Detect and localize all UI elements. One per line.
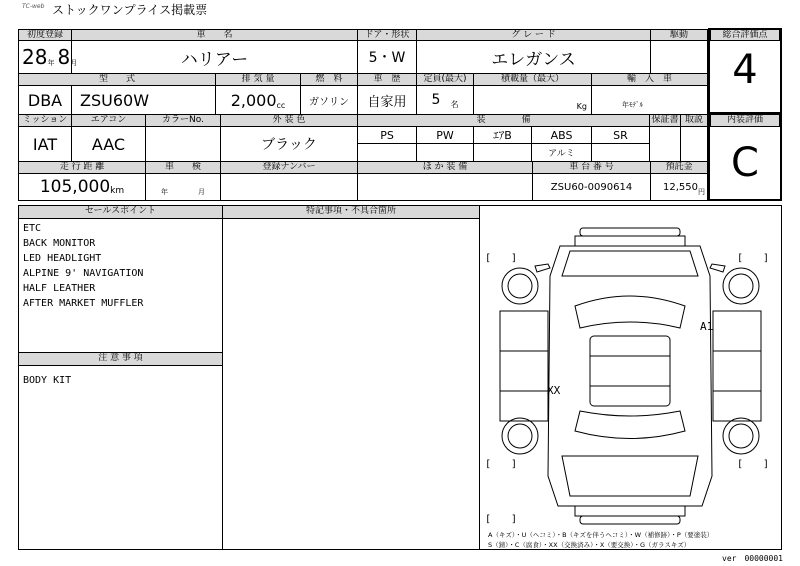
bracket-rear-left: [ ] xyxy=(485,459,518,470)
import-note: 年ﾓﾃﾞﾙ xyxy=(622,101,643,109)
label-model: 型 式 xyxy=(18,73,216,86)
displacement-number: 2,000 xyxy=(230,90,277,110)
label-remarks: 特記事項・不具合箇所 xyxy=(222,205,480,219)
list-item: ALPINE 9' NAVIGATION xyxy=(23,268,144,279)
capacity-value xyxy=(416,85,474,115)
label-deposit: 預託金 xyxy=(650,161,708,174)
mission-value: IAT xyxy=(18,126,72,162)
label-door-shape: ドア・形状 xyxy=(357,29,417,41)
aircon-value: AAC xyxy=(71,126,146,162)
mileage-value xyxy=(18,173,146,201)
first-reg-value xyxy=(18,40,78,74)
equip-airbag: ｴｱB xyxy=(473,126,532,144)
diagram-legend-line-2: S（錆）・C（腐食）・XX（交換済み）・X（要交換）・G（ガラスキズ） xyxy=(488,541,691,549)
import-value xyxy=(591,85,708,115)
label-sales-points: セールスポイント xyxy=(18,205,223,219)
label-overall-score: 総合評価点 xyxy=(710,29,780,41)
deposit-unit: 円 xyxy=(698,188,705,196)
equip-empty-1 xyxy=(357,143,417,162)
damage-mark-a1: A1 xyxy=(700,320,714,333)
fuel-value: ガソリン xyxy=(300,85,358,115)
label-equipment: 装 備 xyxy=(357,114,650,127)
label-mileage: 走 行 距 離 xyxy=(18,161,146,174)
equip-empty-2 xyxy=(416,143,474,162)
equip-empty-5 xyxy=(591,143,650,162)
label-import: 輸 入 車 xyxy=(591,73,708,86)
exterior-color-value: ブラック xyxy=(220,126,358,162)
version-label: ver 00000001 xyxy=(722,554,783,563)
list-item: AFTER MARKET MUFFLER xyxy=(23,298,144,309)
capacity-number: 5 xyxy=(431,92,441,108)
bracket-bottom: [ ] xyxy=(485,514,518,525)
label-displacement: 排 気 量 xyxy=(215,73,301,86)
remarks-panel xyxy=(222,205,480,550)
label-history: 車 歴 xyxy=(357,73,417,86)
logo: TC-web xyxy=(22,3,45,10)
inspection-year: 年 xyxy=(161,188,168,196)
label-car-name: 車 名 xyxy=(71,29,358,41)
list-item: BACK MONITOR xyxy=(23,238,96,249)
first-reg-year: 28 xyxy=(22,45,48,69)
label-mission: ミッション xyxy=(18,114,72,127)
list-item: HALF LEATHER xyxy=(23,283,96,294)
door-shape-value: 5・W xyxy=(357,40,417,74)
drive-value xyxy=(650,40,708,74)
label-interior-score: 内装評価 xyxy=(710,114,780,127)
first-reg-month-unit: 月 xyxy=(70,59,78,67)
bracket-front-right: [ ] xyxy=(737,253,770,264)
deposit-number: 12,550 xyxy=(663,181,698,193)
color-no-value xyxy=(145,126,221,162)
equip-empty-3 xyxy=(473,143,532,162)
model-prefix-value: DBA xyxy=(18,85,72,115)
capacity-unit: 名 xyxy=(450,100,459,109)
equip-abs: ABS xyxy=(531,126,592,144)
model-value: ZSU60W xyxy=(71,85,216,115)
damage-mark-xx: XX xyxy=(547,384,561,397)
inspection-month: 月 xyxy=(198,188,205,196)
inspection-value xyxy=(145,173,221,201)
car-name-value: ハリアー xyxy=(71,40,358,74)
label-manual: 取説 xyxy=(680,114,708,127)
list-item: LED HEADLIGHT xyxy=(23,253,102,264)
mileage-unit: km xyxy=(110,186,125,196)
label-grade: グ レ ー ド xyxy=(416,29,651,41)
list-item: BODY KIT xyxy=(23,375,72,386)
label-aircon: エアコン xyxy=(71,114,146,127)
label-notes: 注 意 事 項 xyxy=(18,352,223,366)
label-chassis-no: 車 台 番 号 xyxy=(532,161,651,174)
equip-sr: SR xyxy=(591,126,650,144)
list-item: ETC xyxy=(23,223,42,234)
label-first-reg: 初度登録 xyxy=(18,29,72,41)
warranty-value xyxy=(649,126,681,162)
label-warranty: 保証書 xyxy=(649,114,681,127)
history-value: 自家用 xyxy=(357,85,417,115)
first-reg-year-unit: 年 xyxy=(47,59,55,67)
deposit-value xyxy=(650,173,708,201)
label-capacity: 定員(最大) xyxy=(416,73,474,86)
page-title: ストックワンプライス掲載票 xyxy=(52,3,208,17)
reg-number-value xyxy=(220,173,358,201)
car-diagram xyxy=(480,206,781,549)
label-exterior-color: 外 装 色 xyxy=(220,114,358,127)
load-value xyxy=(473,85,592,115)
interior-score-value: C xyxy=(731,140,759,186)
equip-ps: PS xyxy=(357,126,417,144)
overall-score-value: 4 xyxy=(732,47,758,93)
label-load: 積載量（最大） xyxy=(473,73,592,86)
label-inspection: 車 検 xyxy=(145,161,221,174)
other-equipment-value xyxy=(357,173,533,201)
equip-pw: PW xyxy=(416,126,474,144)
label-color-no: カラーNo. xyxy=(145,114,221,127)
chassis-no-value: ZSU60-0090614 xyxy=(532,173,651,201)
bracket-front-left: [ ] xyxy=(485,253,518,264)
mileage-number: 105,000 xyxy=(39,177,111,197)
displacement-value xyxy=(215,85,301,115)
diagram-legend-line-1: A（キズ）・U（ヘコミ）・B（キズを伴うヘコミ）・W（補修跡）・P（要塗装） xyxy=(488,531,714,539)
load-unit: Kg xyxy=(576,102,587,111)
label-reg-number: 登録ナンバー xyxy=(220,161,358,174)
notes-list xyxy=(23,373,71,388)
label-drive: 駆動 xyxy=(650,29,708,41)
label-other-equipment: ほ か 装 備 xyxy=(357,161,533,174)
label-fuel: 燃 料 xyxy=(300,73,358,86)
equip-alumi: アルミ xyxy=(531,143,592,162)
grade-value: エレガンス xyxy=(416,40,651,74)
bracket-rear-right: [ ] xyxy=(737,459,770,470)
sales-points-list xyxy=(23,221,143,311)
displacement-unit: cc xyxy=(276,101,286,110)
manual-value xyxy=(680,126,708,162)
first-reg-month: 8 xyxy=(57,45,71,69)
